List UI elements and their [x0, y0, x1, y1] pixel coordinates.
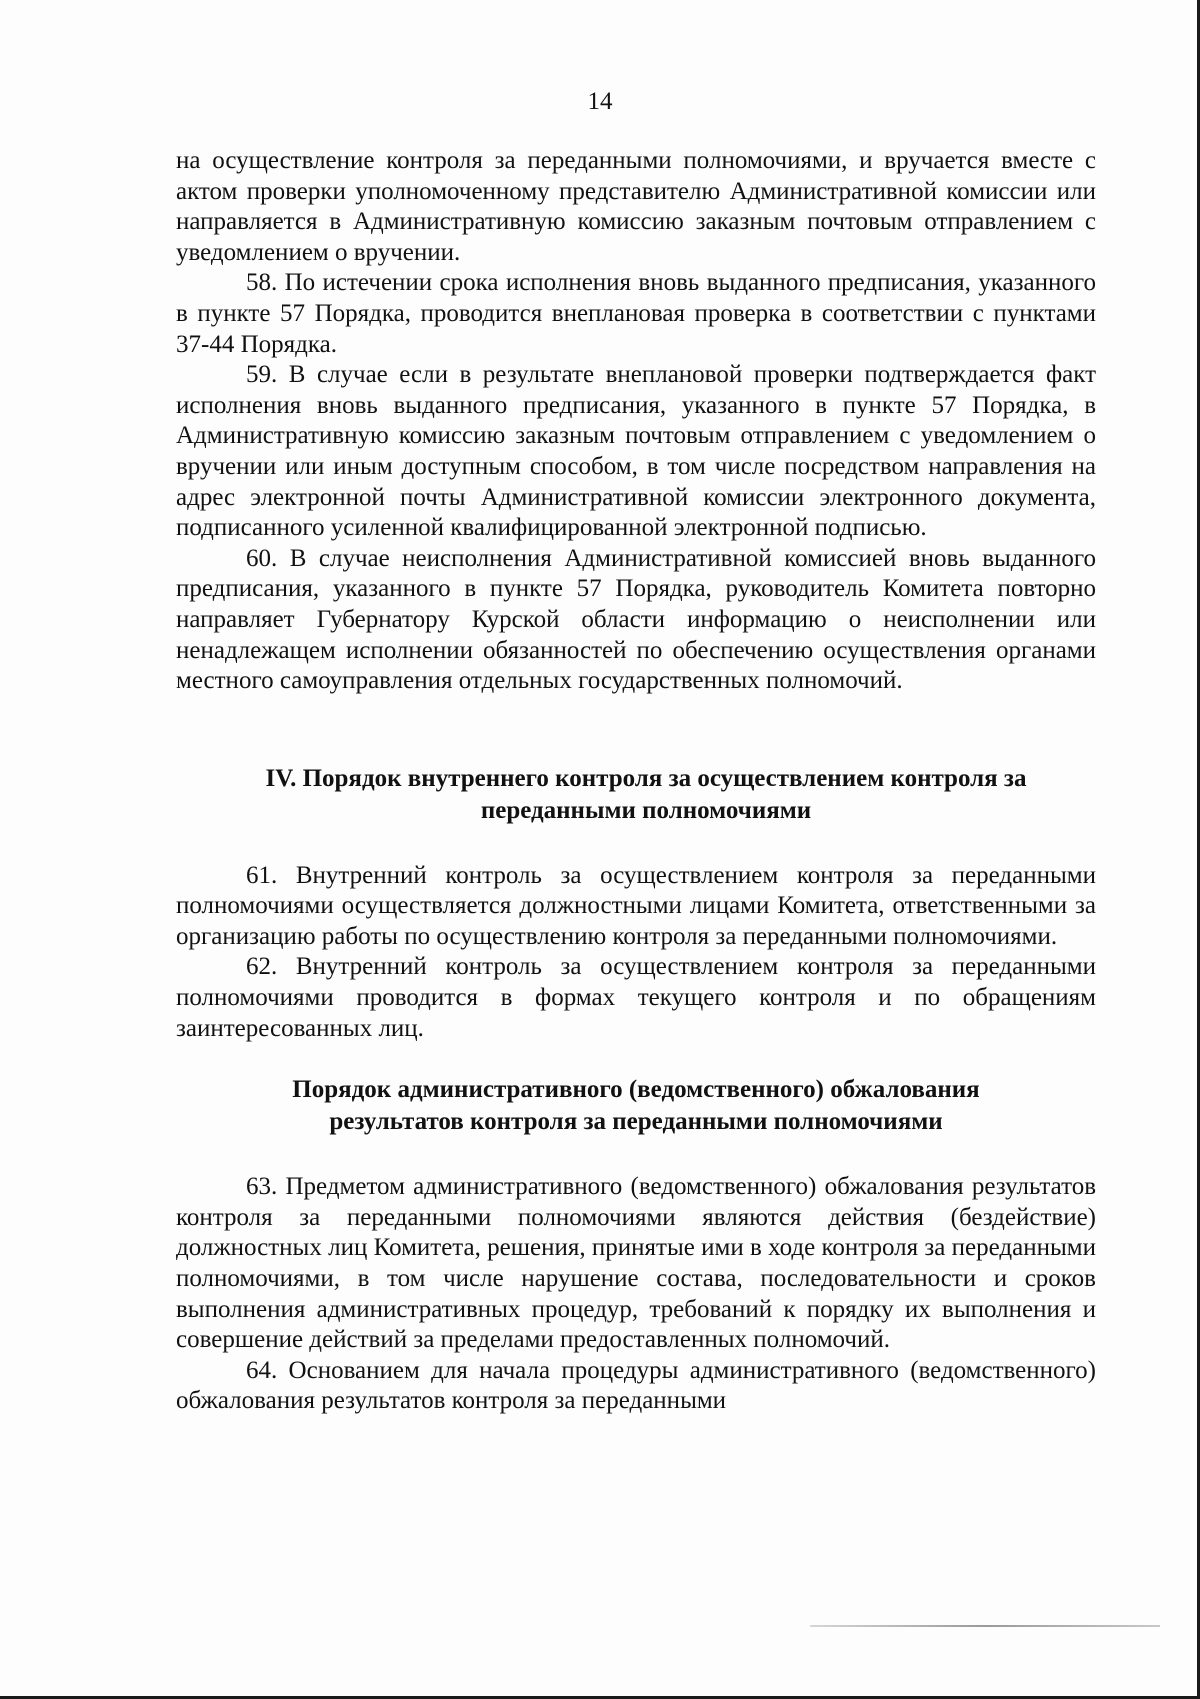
page-number: 14 [587, 88, 613, 115]
section-4-heading-line2: переданными полномочиями [480, 796, 812, 824]
paragraph-59: 59. В случае если в результате внеплановой проверки подтверждается факт исполнения вновь выданного предписания, указанного в пункте 57 Порядка, в Административную комиссию заказным почтовым отправлением с уведомлением о вручении или иным доступным способом, в том числе посредством направления на адрес электронной почты Административной комиссии электронного документа, подписанного усиленной квалифицированной электронной подписью. [176, 361, 1096, 542]
scan-footer-line [810, 1625, 1160, 1627]
paragraph-63: 63. Предметом административного (ведомственного) обжалования результатов контроля за переданными полномочиями являются действия (бездействие) должностных лиц Комитета, решения, принятые ими в ходе контроля за переданными полномочиями, в том числе нарушение состава, последовательности и сроков выполнения административных процедур, требований к порядку их выполнения и совершение действий за пределами предоставленных полномочий. [176, 1173, 1096, 1354]
paragraph-58: 58. По истечении срока исполнения вновь выданного предписания, указанного в пункте 57 Порядка, проводится внеплановая проверка в соответствии с пунктами 37-44 Порядка. [176, 269, 1096, 358]
appeal-section-heading [176, 1074, 1096, 1138]
paragraph-60: 60. В случае неисполнения Административной комиссией вновь выданного предписания, указанного в пункте 57 Порядка, руководитель Комитета повторно направляет Губернатору Курской области информацию о неисполнении или ненадлежащем исполнении обязанностей по обеспечению осуществления органами местного самоуправления отдельных государственных полномочий. [176, 544, 1096, 695]
section-4-heading-line1: IV. Порядок внутреннего контроля за осуществлением контроля за [265, 764, 1027, 792]
appeal-heading-line2: результатов контроля за переданными полномочиями [329, 1108, 943, 1136]
paragraph-62: 62. Внутренний контроль за осуществлением контроля за переданными полномочиями проводится в формах текущего контроля и по обращениям заинтересованных лиц. [176, 953, 1096, 1042]
document-body [176, 146, 1096, 1417]
paragraph-64: 64. Основанием для начала процедуры административного (ведомственного) обжалования результатов контроля за переданными [176, 1356, 1096, 1415]
paragraph-57-continuation: на осуществление контроля за переданными полномочиями, и вручается вместе с актом проверки уполномоченному представителю Административной комиссии или направляется в Административную комиссию заказным почтовым отправлением с уведомлением о вручении. [176, 147, 1096, 266]
appeal-heading-line1: Порядок административного (ведомственного) обжалования [292, 1076, 980, 1104]
paragraph-61: 61. Внутренний контроль за осуществлением контроля за переданными полномочиями осуществляется должностными лицами Комитета, ответственными за организацию работы по осуществлению контроля за переданными полномочиями. [176, 861, 1096, 950]
section-4-heading [176, 763, 1096, 827]
